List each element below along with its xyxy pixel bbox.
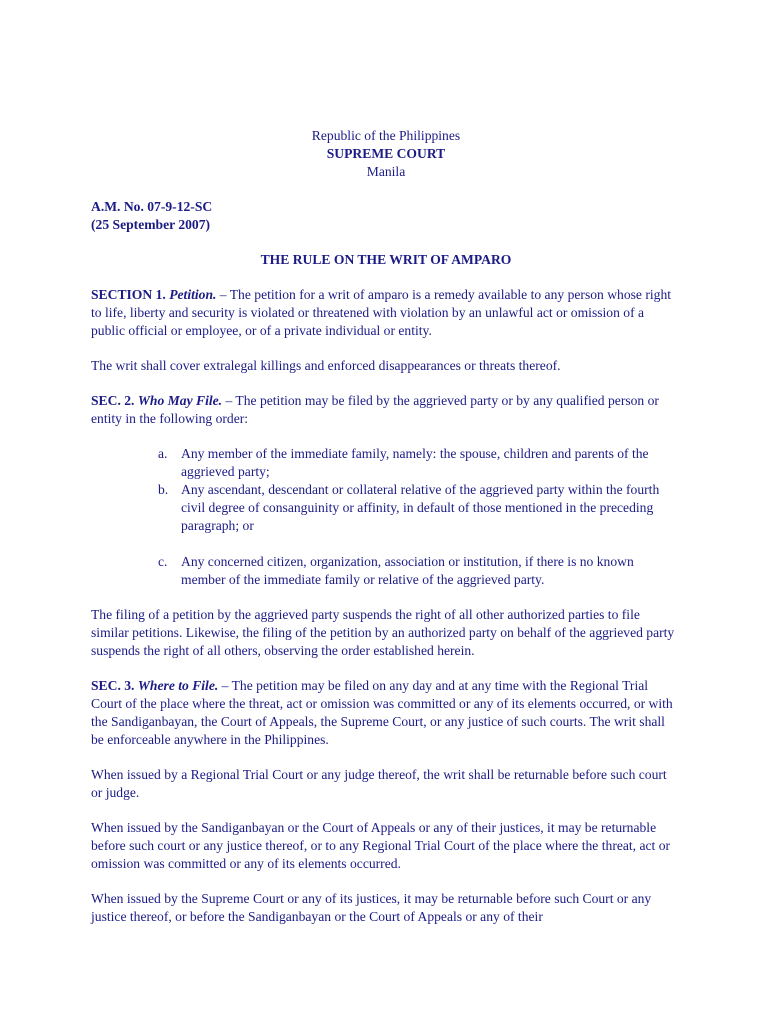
list-marker: a. (158, 446, 168, 461)
list-marker: b. (158, 482, 169, 497)
document-body (91, 127, 681, 926)
section-3-paragraph (91, 677, 681, 749)
city-name: Manila (366, 164, 406, 179)
case-number: A.M. No. 07-9-12-SC (91, 199, 213, 214)
country-name: Republic of the Philippines (311, 128, 461, 143)
list-item (91, 445, 681, 481)
section-2-text: – The petition may be filed by the aggrieved party or by any qualified person or entity in the following order: (91, 393, 659, 426)
list-item (91, 553, 681, 589)
section-2-label: SEC. 2. (91, 393, 135, 408)
list-item (91, 481, 681, 535)
court-name: SUPREME COURT (326, 146, 446, 161)
section-2-paragraph (91, 392, 681, 428)
section-3-label: SEC. 3. (91, 678, 135, 693)
case-reference (91, 198, 681, 234)
section-3-text: – The petition may be filed on any day and at any time with the Regional Trial Court of the place where the threat, act or omission was committed or any of its elements occurred, or with the Sandiganbayan, the Court of Appeals, the Supreme Court, or any justice of such courts. The writ shall be enforceable anywhere in the Philippines. (91, 678, 673, 747)
case-date: (25 September 2007) (91, 217, 211, 232)
section-3-paragraph-2: When issued by a Regional Trial Court or any judge thereof, the writ shall be returnable before such court or judge. (91, 767, 667, 800)
section-3-heading: Where to File. (137, 678, 219, 693)
document-title: THE RULE ON THE WRIT OF AMPARO (260, 252, 512, 267)
list-item-text: Any ascendant, descendant or collateral relative of the aggrieved party within the fourth civil degree of consanguinity or affinity, in default of those mentioned in the preceding paragraph; or (181, 482, 660, 533)
section-2-paragraph-2: The filing of a petition by the aggrieved party suspends the right of all other authorized parties to file similar petitions. Likewise, the filing of the petition by an authorized party on behalf of the aggrieved party suspends the right of all others, observing the order established herein. (91, 607, 675, 658)
section-1-label: SECTION 1. (91, 287, 166, 302)
list-item-text: Any member of the immediate family, namely: the spouse, children and parents of the aggrieved party; (181, 446, 649, 479)
section-3-paragraph-4: When issued by the Supreme Court or any of its justices, it may be returnable before such Court or any justice thereof, or before the Sandiganbayan or the Court of Appeals or any of their (91, 891, 652, 924)
section-2-heading: Who May File. (137, 393, 223, 408)
list-marker: c. (158, 554, 168, 569)
section-1-paragraph-2: The writ shall cover extralegal killings and enforced disappearances or threats thereof. (91, 358, 561, 373)
section-1-heading: Petition. (169, 287, 217, 302)
document-header (91, 127, 681, 181)
section-1-paragraph (91, 286, 681, 340)
section-2-list (91, 445, 681, 589)
section-1-text: – The petition for a writ of amparo is a remedy available to any person whose right to life, liberty and security is violated or threatened with violation by an unlawful act or omission of a public official or employee, or of a private individual or entity. (91, 287, 672, 338)
list-item-text: Any concerned citizen, organization, association or institution, if there is no known member of the immediate family or relative of the aggrieved party. (181, 554, 634, 587)
section-3-paragraph-3: When issued by the Sandiganbayan or the Court of Appeals or any of their justices, it may be returnable before such court or any justice thereof, or to any Regional Trial Court of the place where the threat, act or omission was committed or any of its elements occurred. (91, 820, 671, 871)
